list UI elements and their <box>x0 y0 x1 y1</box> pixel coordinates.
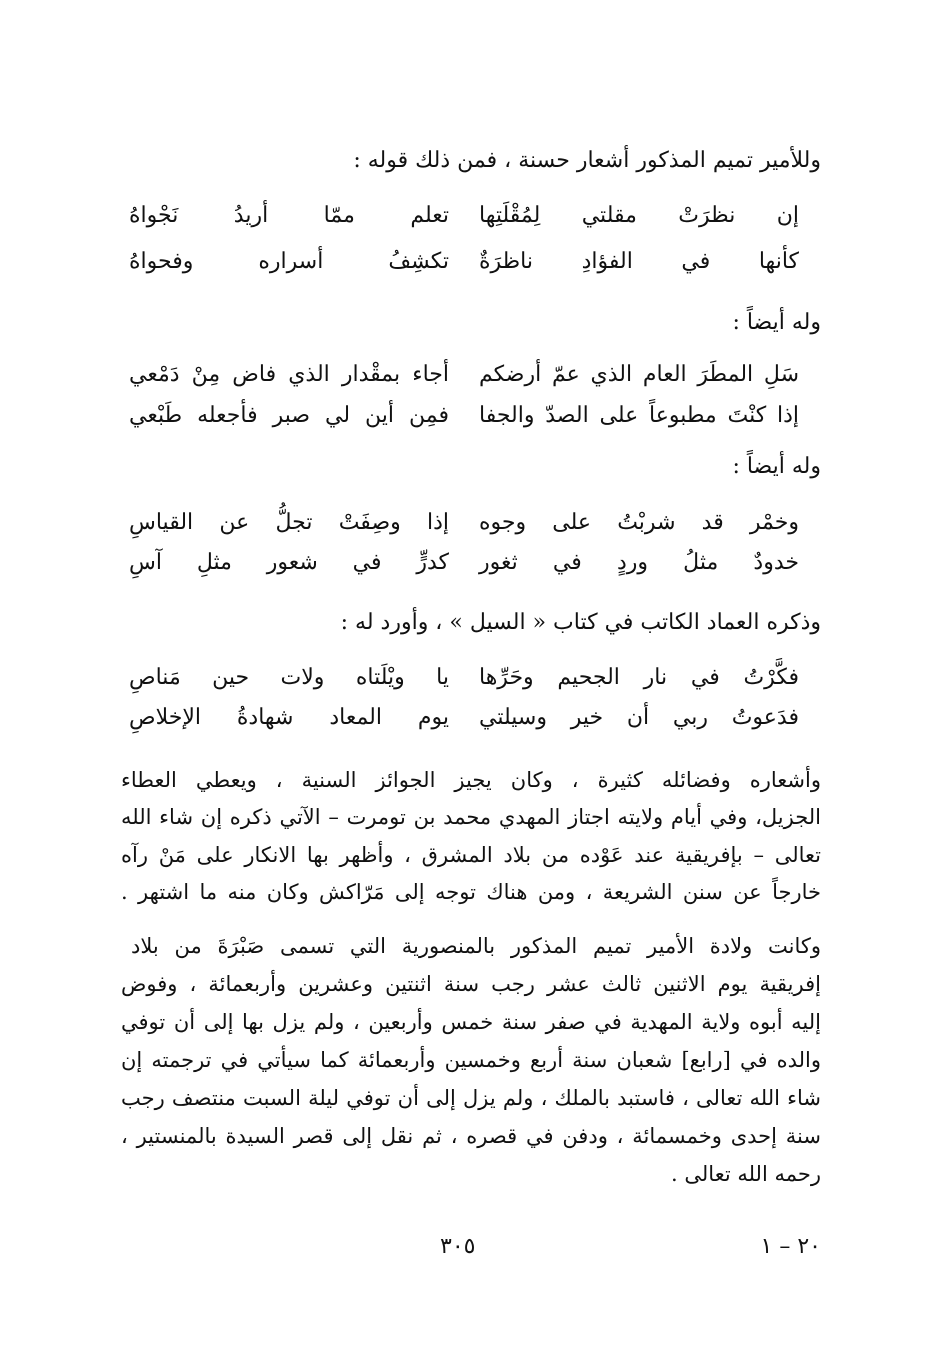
intro-line-4: وذكره العماد الكاتب في كتاب « السيل » ، وأورد له : <box>340 610 821 635</box>
paragraph-2-line-2: إفريقية يوم الاثنين ثالث عشر رجب سنة اثنتين وعشرين وأربعمائة ، وفوض <box>121 972 821 996</box>
poem-1-verse-1 <box>129 198 799 234</box>
intro-line-1: وللأمير تميم المذكور أشعار حسنة ، فمن ذلك قوله : <box>353 148 821 173</box>
poem-2-verse-2 <box>129 398 799 434</box>
hemistich-second: تعلم ممّا أريدُ نَجْواهُ <box>129 203 449 228</box>
hemistich-second: فمِن أين لي صبر فأجعله طَبْعي <box>129 403 449 428</box>
hemistich-first: فدَعوتُ ربي أن خير وسيلتي <box>479 705 799 730</box>
paragraph-1-line-4: خارجاً عن سنن الشريعة ، ومن هناك توجه إلى مَرّاكش وكان منه ما اشتهر . <box>121 880 821 904</box>
paragraph-2-line-4: والده في [رابع] شعبان سنة أربع وخمسين وأربعمائة كما سيأتي في ترجمته إن <box>121 1048 821 1072</box>
poem-4-verse-1 <box>129 660 799 696</box>
poem-3-verse-1 <box>129 505 799 541</box>
hemistich-second: أجاء بمقْدار الذي فاض مِنْ دَمْعي <box>129 362 449 387</box>
poem-3-verse-2 <box>129 545 799 581</box>
hemistich-first: إذا كنْتَ مطبوعاً على الصدّ والجفا <box>479 403 799 428</box>
signature-mark: ٢٠ – ١ <box>760 1234 821 1259</box>
paragraph-2-line-6: سنة إحدى وخمسمائة ، ودفن في قصره ، ثم نقل إلى قصر السيدة بالمنستير ، <box>121 1124 821 1148</box>
paragraph-2-line-1: وكانت ولادة الأمير تميم المذكور بالمنصورية التي تسمى صَبْرَةَ من بلاد <box>131 934 821 958</box>
poem-2-verse-1 <box>129 357 799 393</box>
intro-line-2: وله أيضاً : <box>732 310 821 335</box>
poem-4-verse-2 <box>129 700 799 736</box>
page-number: ٣٠٥ <box>440 1234 476 1259</box>
paragraph-1-line-1: وأشعاره وفضائله كثيرة ، وكان يجيز الجوائز السنية ، ويعطي العطاء <box>121 768 821 792</box>
paragraph-2-line-3: إليه أبوه ولاية المهدية في صفر سنة خمس وأربعين ، ولم يزل بها إلى أن توفي <box>121 1010 821 1034</box>
hemistich-second: تكشِفُ أسراره وفحواهُ <box>129 249 449 274</box>
paragraph-1-line-3: تعالى – بإفريقية عند عَوْده من بلاد المشرق ، وأظهر بها الانكار على مَنْ رآه <box>121 843 821 867</box>
hemistich-first: كأنها في الفؤادِ ناظرَةٌ <box>479 249 799 274</box>
paragraph-1-line-2: الجزيل، وفي أيام ولايته اجتاز المهدي محمد بن تومرت – الآتي ذكره إن شاء الله <box>121 805 821 829</box>
hemistich-second: يوم المعاد شهادةُ الإخلاصِ <box>129 705 449 730</box>
paragraph-2-line-7: رحمه الله تعالى . <box>671 1162 821 1186</box>
hemistich-first: وخمْر قد شربْتُ على وجوه <box>479 510 799 535</box>
poem-1-verse-2 <box>129 244 799 280</box>
paragraph-2-line-5: شاء الله تعالى ، فاستبد بالملك ، ولم يزل إلى أن توفي ليلة السبت منتصف رجب <box>121 1086 821 1110</box>
hemistich-first: إن نظرَتْ مقلتي لِمُقْلَتِها <box>479 203 799 228</box>
hemistich-first: سَلِ المطَرَ العام الذي عمّ أرضكم <box>479 362 799 387</box>
hemistich-first: خدودٌ مثلُ وردٍ في ثغور <box>479 550 799 575</box>
hemistich-second: كدرٍّ في شعور مثلِ آسِ <box>129 550 449 575</box>
hemistich-second: يا ويْلَتاه ولات حين مَناصِ <box>129 665 449 690</box>
hemistich-first: فكَّرْتُ في نار الجحيم وحَرِّها <box>479 665 799 690</box>
hemistich-second: إذا وصِفَتْ تجلُّ عن القياسِ <box>129 510 449 535</box>
intro-line-3: وله أيضاً : <box>732 454 821 479</box>
